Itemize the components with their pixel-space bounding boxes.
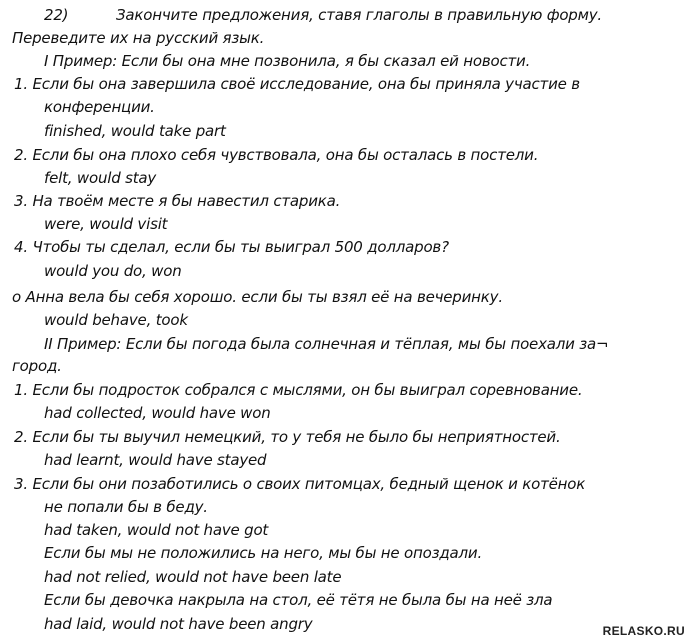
part1-item3-answer: were, would visit bbox=[44, 215, 168, 233]
part1-item1-answer: finished, would take part bbox=[44, 122, 226, 140]
part2-item2-sentence: 2. Если бы ты выучил немецкий, то у тебя не было бы неприятностей. bbox=[14, 428, 561, 446]
part1-item5-answer: would behave, took bbox=[44, 311, 188, 329]
part2-item3-sentence-continued: не попали бы в беду. bbox=[44, 498, 208, 516]
part1-item4-sentence: 4. Чтобы ты сделал, если бы ты выиграл 500 долларов? bbox=[14, 238, 449, 256]
part1-item4-answer: would you do, won bbox=[44, 262, 182, 280]
part1-item2-answer: felt, would stay bbox=[44, 169, 157, 187]
part2-item1-answer: had collected, would have won bbox=[44, 404, 271, 422]
part2-extra1-sentence: Если бы мы не положились на него, мы бы не опоздали. bbox=[44, 544, 483, 562]
exercise-number: 22) bbox=[44, 6, 69, 24]
instruction-text-continued: Переведите их на русский язык. bbox=[12, 29, 265, 47]
part2-item3-answer: had taken, would not have got bbox=[44, 521, 269, 539]
site-watermark: RELASKO.RU bbox=[602, 624, 685, 638]
part2-item3-sentence: 3. Если бы они позаботились о своих питомцах, бедный щенок и котёнок bbox=[14, 475, 586, 493]
part1-item5-sentence: о Анна вела бы себя хорошо. если бы ты взял её на вечеринку. bbox=[12, 288, 503, 306]
instruction-text: Закончите предложения, ставя глаголы в правильную форму. bbox=[116, 6, 602, 24]
part2-extra2-answer: had laid, would not have been angry bbox=[44, 615, 313, 633]
part2-item2-answer: had learnt, would have stayed bbox=[44, 451, 267, 469]
part2-extra2-sentence: Если бы девочка накрыла на стол, её тётя не была бы на неё зла bbox=[44, 591, 553, 609]
part1-item3-sentence: 3. На твоём месте я бы навестил старика. bbox=[14, 192, 341, 210]
part1-example: I Пример: Если бы она мне позвонила, я бы сказал ей новости. bbox=[44, 52, 531, 70]
part2-example: II Пример: Если бы погода была солнечная и тёплая, мы бы поехали за¬ bbox=[44, 335, 609, 353]
part2-item1-sentence: 1. Если бы подросток собрался с мыслями, он бы выиграл соревнование. bbox=[14, 381, 583, 399]
part1-item1-sentence: 1. Если бы она завершила своё исследование, она бы приняла участие в bbox=[14, 75, 580, 93]
part2-extra1-answer: had not relied, would not have been late bbox=[44, 568, 342, 586]
part1-item1-sentence-continued: конференции. bbox=[44, 98, 155, 116]
part1-item2-sentence: 2. Если бы она плохо себя чувствовала, она бы осталась в постели. bbox=[14, 146, 539, 164]
part2-example-continued: город. bbox=[12, 357, 62, 375]
